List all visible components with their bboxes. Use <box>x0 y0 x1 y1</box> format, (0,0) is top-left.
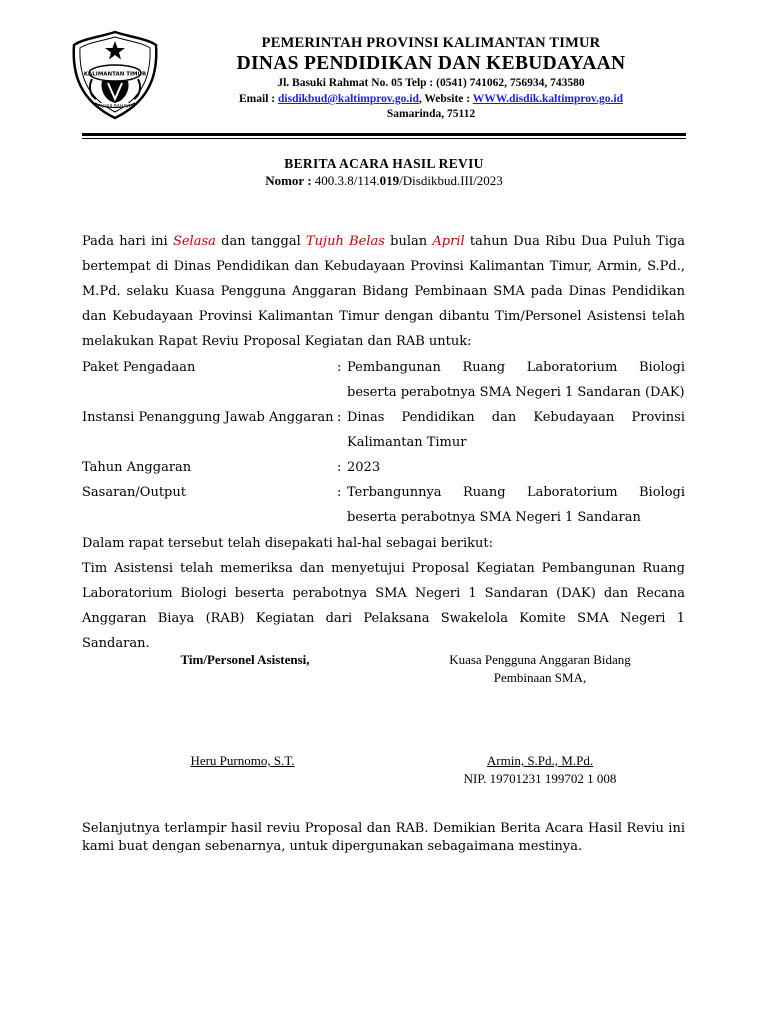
left-signatory-title: Tim/Personel Asistensi, <box>180 652 310 667</box>
letterhead-divider-thin <box>82 138 686 139</box>
closing-paragraph: Selanjutnya terlampir hasil reviu Proposal dan RAB. Demikian Berita Acara Hasil Reviu ini kami buat dengan sebenarnya, untuk dipergunakan sebagaimana mestinya. <box>82 821 685 854</box>
agency-address: Jl. Basuki Rahmat No. 05 Telp : (0541) 741062, 756934, 743580 <box>277 77 585 89</box>
letterhead-divider-thick <box>82 133 686 136</box>
detail-key: Sasaran/Output <box>82 485 186 500</box>
detail-value: Dinas Pendidikan dan Kebudayaan Provinsi Kalimantan Timur <box>347 410 685 450</box>
document-title: BERITA ACARA HASIL REVIU <box>284 156 484 171</box>
government-name: PEMERINTAH PROVINSI KALIMANTAN TIMUR <box>261 35 601 51</box>
month-value: April <box>432 234 465 249</box>
detail-key: Instansi Penanggung Jawab Anggaran <box>82 410 334 425</box>
detail-value: Terbangunnya Ruang Laboratorium Biologi beserta perabotnya SMA Negeri 1 Sandaran <box>347 485 685 525</box>
detail-row: Instansi Penanggung Jawab Anggaran : Dinas Pendidikan dan Kebudayaan Provinsi Kalimantan Timur <box>82 405 685 455</box>
svg-text:KALIMANTAN TIMUR: KALIMANTAN TIMUR <box>83 71 147 78</box>
right-signatory-name: Armin, S.Pd., M.Pd. <box>486 753 594 768</box>
provincial-crest-icon <box>70 29 160 121</box>
detail-row: Tahun Anggaran : 2023 <box>82 455 685 480</box>
right-signatory-title: Kuasa Pengguna Anggaran Bidang Pembinaan SMA, <box>449 652 631 685</box>
detail-key: Paket Pengadaan <box>82 360 196 375</box>
svg-text:RUHUI RAHAYU: RUHUI RAHAYU <box>97 104 133 110</box>
document-title-block <box>82 155 686 190</box>
agency-name: DINAS PENDIDIKAN DAN KEBUDAYAAN <box>236 53 626 74</box>
document-number: Nomor : 400.3.8/114.019/Disdikbud.III/2023 <box>265 173 503 188</box>
right-signatory-nip: NIP. 19701231 199702 1 008 <box>463 771 617 786</box>
detail-value: 2023 <box>347 460 381 475</box>
left-signatory-name: Heru Purnomo, S.T. <box>190 753 295 768</box>
email-label: Email : <box>239 93 278 105</box>
details-list <box>82 355 685 530</box>
detail-key: Tahun Anggaran <box>82 460 192 475</box>
detail-row: Sasaran/Output : Terbangunnya Ruang Laboratorium Biologi beserta perabotnya SMA Negeri 1 Sandaran <box>82 480 685 530</box>
date-value: Tujuh Belas <box>306 234 385 249</box>
agreement-paragraph: Tim Asistensi telah memeriksa dan menyetujui Proposal Kegiatan Pembangunan Ruang Laboratorium Biologi beserta perabotnya SMA Negeri 1 Sandaran (DAK) dan Recana Anggaran Biaya (RAB) Kegiatan dari Pelaksana Swakelola Komite SMA Negeri 1 Sandaran. <box>82 561 685 651</box>
opening-paragraph: Pada hari ini Selasa dan tanggal Tujuh Belas bulan April tahun Dua Ribu Dua Puluh Tiga bertempat di Dinas Pendidikan dan Kebudayaan Provinsi Kalimantan Timur, Armin, S.Pd., M.Pd. selaku Kuasa Pengguna Anggaran Bidang Pembinaan SMA pada Dinas Pendidikan dan Kebudayaan Provinsi Kalimantan Timur dengan dibantu Tim/Personel Asistensi telah melakukan Rapat Reviu Proposal Kegiatan dan RAB untuk: <box>82 234 685 349</box>
detail-value: Pembangunan Ruang Laboratorium Biologi beserta perabotnya SMA Negeri 1 Sandaran (DAK) <box>347 360 685 400</box>
letterhead <box>170 34 692 122</box>
agreement-intro: Dalam rapat tersebut telah disepakati hal-hal sebagai berikut: <box>82 536 493 551</box>
day-value: Selasa <box>172 234 216 249</box>
website-label: , Website : <box>418 93 473 105</box>
detail-row: Paket Pengadaan : Pembangunan Ruang Laboratorium Biologi beserta perabotnya SMA Negeri 1 Sandaran (DAK) <box>82 355 685 405</box>
contact-line <box>170 91 692 107</box>
website-link[interactable]: WWW.disdik.kaltimprov.go.id <box>472 93 623 105</box>
agency-city: Samarinda, 75112 <box>386 108 476 120</box>
email-link[interactable]: disdikbud@kaltimprov.go.id <box>278 93 419 105</box>
document-number-label: Nomor : <box>265 173 315 188</box>
